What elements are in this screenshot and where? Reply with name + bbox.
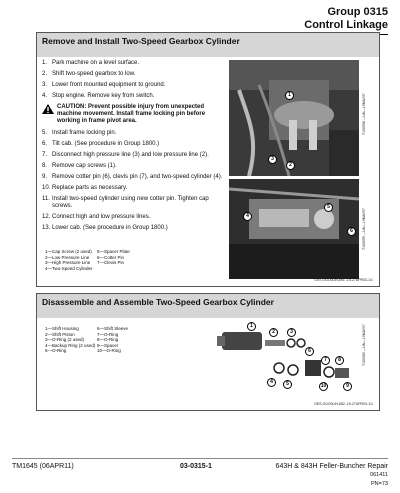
step-number: 11. [42,196,50,202]
product-name: 643H & 843H Feller-Buncher Repair [275,463,388,470]
manual-number: TM1645 (06APR11) [12,463,74,470]
legend-item: 1—Shift Housing [45,326,79,331]
disassemble-assemble-section [36,293,380,411]
warning-icon [42,104,54,114]
legend-item: 1—Cap Screw (2 used) [45,249,92,254]
procedure-step [42,93,224,100]
section1-doc-code: OES,OUO0LIN,691 -19-27APR03-1/1 [314,278,373,282]
callout-1: 1 [285,91,294,100]
step-text: Replace parts as necessary. [52,185,128,191]
step-number: 7. [42,152,48,158]
step-text: Tilt cab. (See procedure in Group 1800.) [52,141,160,147]
legend-item: 5—Spacer Plate [97,249,130,254]
callout-4: 4 [243,212,252,221]
procedure-step [42,152,224,159]
pn-number: PN=73 [371,481,388,487]
legend-item: 8—O-Ring [97,337,119,342]
step-text: Park machine on a level surface. [52,60,140,66]
callout-10: 10 [320,383,327,389]
legend-item: 2—Low Pressure Line [45,254,90,260]
group-title: Control Linkage [304,19,388,31]
cylinder-location-photo [229,60,359,176]
callout-6: 6 [305,347,314,356]
step-text: Connect high and low pressure lines. [52,214,151,220]
group-number: Group 0315 [327,6,388,18]
legend-item: 3—O-Ring (2 used) [45,337,85,342]
page-number: 03-0315-1 [180,463,212,470]
step-text: Remove cotter pin (6), clevis pin (7), and two-speed cylinder (4). [52,174,223,180]
callout-2: 2 [286,161,295,170]
step-number: 9. [42,174,48,180]
procedure-step [42,71,224,78]
legend-item: 6—Cotter Pin [97,254,125,260]
step-number: 6. [42,141,48,147]
figure-legend [45,249,149,271]
legend-item: 9—Spacer [97,342,119,348]
step-text: Disconnect high pressure line (3) and low pressure line (2). [52,152,209,158]
procedure-step [42,60,224,67]
callout-4: 4 [267,378,276,387]
procedure-step [42,185,224,192]
legend-item: 4—Two-Speed Cylinder [45,265,93,271]
step-number: 12. [42,214,51,220]
cylinder-exploded-view [217,320,359,395]
callout-3: 3 [268,155,277,164]
step-text: Shift two-speed gearbox to low. [52,71,136,77]
procedure-step [42,130,224,137]
callout-5: 5 [283,380,292,389]
step-text: Install two-speed cylinder using new cotter pin. Tighten cap screws. [52,196,209,209]
step-text: Stop engine. Remove key from switch. [52,93,155,99]
step-text: Install frame locking pin. [52,130,117,136]
caution-notice [42,104,224,125]
legend-item: 2—Shift Piston [45,331,75,337]
step-number: 1. [42,60,48,66]
procedure-step [42,141,224,148]
callout-3: 3 [287,328,296,337]
procedure-step [42,225,224,232]
callout-6: 6 [347,227,356,236]
section2-doc-code: OES,OUO0LIN,682 -19-27APR03-1/1 [314,402,373,406]
procedure-step [42,196,224,210]
legend-item: 7—Clevis Pin [97,260,125,265]
step-text: Lower front mounted equipment to ground. [52,82,166,88]
footer-right [276,462,388,489]
procedure-step [42,82,224,89]
callout-8: 8 [335,356,344,365]
legend-item: 7—O-Ring [97,331,119,337]
step-text: Lower cab. (See procedure in Group 1800.) [52,225,168,231]
procedure-step [42,214,224,221]
footer-rule [12,458,388,459]
legend-item: 5—O-Ring [45,348,67,353]
legend-item: 3—High Pressure Line [45,260,91,265]
step-text: Remove cap screws (1). [52,163,117,169]
callout-5: 5 [324,203,333,212]
step-number: 3. [42,82,48,88]
step-number: 8. [42,163,48,169]
step-number: 5. [42,130,48,136]
caution-text: CAUTION: Prevent possible injury from unexpected machine movement. Install frame locking pin before working in frame pivot area. [57,104,206,124]
fig3-code: T100560 —UN—19MAY97 [362,324,366,366]
callout-1: 1 [247,322,256,331]
page-header [304,6,388,32]
procedure-step [42,174,224,181]
fig2-code: T100559 —UN—19MAY97 [362,208,366,250]
callout-7: 7 [321,356,330,365]
footer-date: 061411 [370,472,388,478]
callout-2: 2 [269,328,278,337]
callout-9: 9 [343,382,352,391]
legend-item: 6—Shift Sleeve [97,326,129,331]
legend-item: 10—O-Ring [97,348,121,353]
cylinder-removal-photo [229,179,359,279]
procedure-step [42,163,224,170]
step-number: 4. [42,93,48,99]
remove-install-section [36,32,380,287]
section-title: Disassemble and Assemble Two-Speed Gearbox Cylinder [37,294,379,318]
fig1-code: T100558 —UN—19MAY97 [362,93,366,135]
legend-item: 4—Backup Ring (2 used) [45,342,96,348]
step-number: 2. [42,71,48,77]
figure-legend [45,326,152,354]
procedure-steps [42,60,224,236]
step-number: 10. [42,185,51,191]
section-title: Remove and Install Two-Speed Gearbox Cylinder [37,33,379,57]
step-number: 13. [42,225,51,231]
